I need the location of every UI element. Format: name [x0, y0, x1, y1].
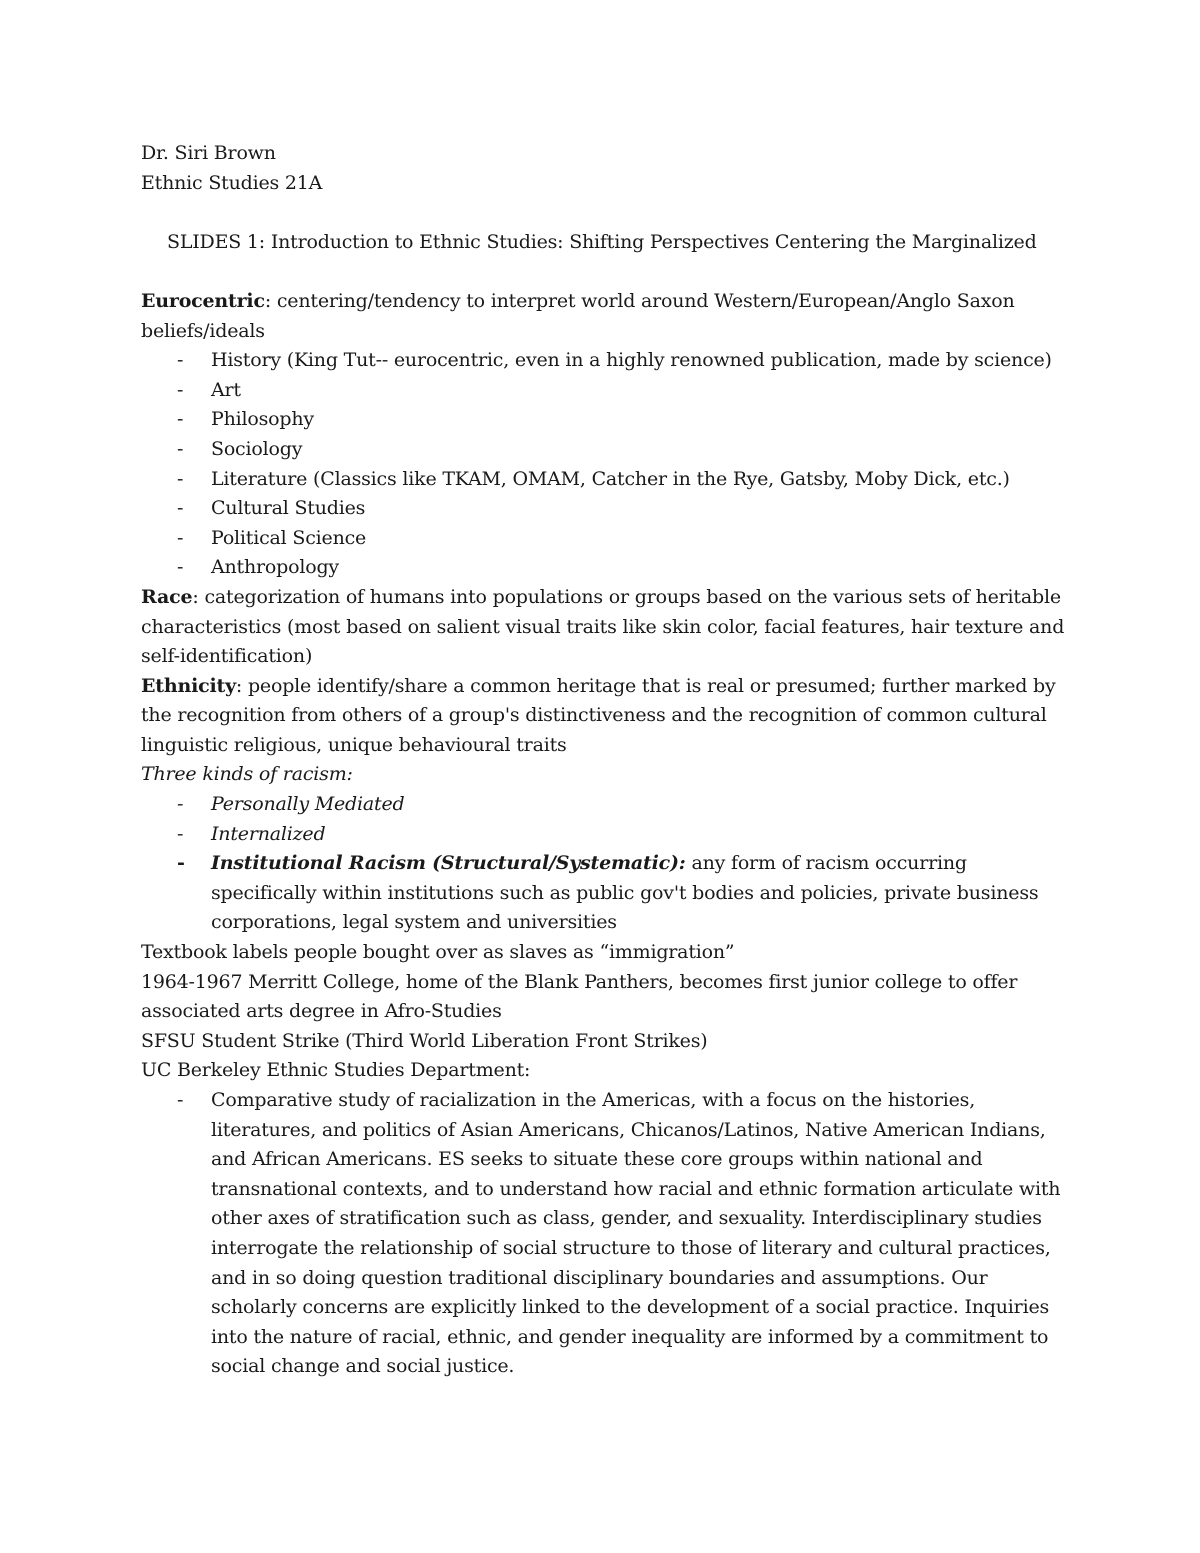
dash-bullet: -: [177, 497, 184, 520]
document-title: SLIDES 1: Introduction to Ethnic Studies: Shifting Perspectives Centering the Marginalized: [167, 230, 1037, 253]
dash-bullet: -: [177, 467, 184, 490]
dash-bullet: -: [177, 1089, 184, 1111]
author-name: Dr. Siri Brown: [141, 142, 276, 164]
list-item-text: Sociology: [211, 437, 303, 460]
list-item: [141, 1086, 1071, 1382]
race-definition: [141, 583, 1071, 672]
dash-bullet: -: [177, 408, 184, 431]
list-item: [141, 465, 1071, 495]
list-item: [141, 524, 1071, 554]
list-item-text: Art: [211, 378, 241, 401]
ethnicity-definition: [141, 672, 1071, 761]
list-item-text: Anthropology: [211, 556, 339, 579]
ethnicity-term: Ethnicity: [141, 674, 236, 697]
dash-bullet: -: [177, 526, 184, 549]
list-item: [141, 820, 1071, 850]
list-item-text: Personally Mediated: [211, 793, 405, 816]
racism-list: [141, 790, 1071, 938]
race-text: : categorization of humans into populations or groups based on the various sets of heritable characteristics (most based on salient visual traits like skin color, facial features, hair texture and self-identification): [141, 585, 1065, 668]
eurocentric-list: [141, 346, 1071, 583]
list-item: [141, 553, 1071, 583]
course-name: Ethnic Studies 21A: [141, 171, 323, 194]
dash-bullet: -: [177, 349, 184, 372]
eurocentric-text: : centering/tendency to interpret world around Western/European/Anglo Saxon beliefs/ideals: [141, 289, 1015, 342]
list-item: [141, 849, 1071, 938]
berkeley-list: [141, 1086, 1071, 1382]
note-line: SFSU Student Strike (Third World Liberation Front Strikes): [141, 1029, 708, 1052]
list-item-text: Political Science: [211, 526, 367, 549]
list-item-text: Literature (Classics like TKAM, OMAM, Catcher in the Rye, Gatsby, Moby Dick, etc.): [211, 467, 1010, 490]
dash-bullet: -: [177, 822, 184, 845]
list-item: [141, 435, 1071, 465]
list-item: [141, 790, 1071, 820]
racism-heading: Three kinds of racism:: [141, 763, 353, 786]
note-line: Textbook labels people bought over as slaves as “immigration”: [141, 941, 735, 964]
dash-bullet: -: [177, 793, 184, 816]
institutional-racism-text: any form of racism occurring specifically within institutions such as public gov't bodies and policies, private business corporations, legal system and universities: [211, 852, 1039, 934]
dash-bullet: -: [177, 437, 184, 460]
list-item-text: Cultural Studies: [211, 497, 366, 520]
list-item: [141, 346, 1071, 376]
list-item: [141, 376, 1071, 406]
race-term: Race: [141, 585, 193, 608]
berkeley-description: Comparative study of racialization in the Americas, with a focus on the histories, literatures, and politics of Asian Americans, Chicanos/Latinos, Native American Indians, and African Americans. ES seeks to situate these core groups within national and transnational contexts, and to understand how racial and ethnic formation articulate with other axes of stratification such as class, gender, and sexuality. Interdisciplinary studies interrogate the relationship of social structure to those of literary and cultural practices, and in so doing question traditional disciplinary boundaries and assumptions. Our scholarly concerns are explicitly linked to the development of a social practice. Inquiries into the nature of racial, ethnic, and gender inequality are informed by a commitment to social change and social justice.: [211, 1089, 1061, 1378]
eurocentric-term: Eurocentric: [141, 289, 265, 312]
institutional-racism-term: Institutional Racism (Structural/Systematic):: [211, 852, 686, 875]
list-item-text: Internalized: [211, 822, 326, 845]
list-item: [141, 494, 1071, 524]
list-item-text: Philosophy: [211, 408, 314, 431]
dash-bullet: -: [177, 556, 184, 579]
ethnicity-text: : people identify/share a common heritage that is real or presumed; further marked by the recognition from others of a group's distinctiveness and the recognition of common cultural linguistic religious, unique behavioural traits: [141, 674, 1056, 756]
note-line: UC Berkeley Ethnic Studies Department:: [141, 1059, 531, 1082]
document-page: [141, 139, 1071, 1382]
list-item: [141, 405, 1071, 435]
note-line: 1964-1967 Merritt College, home of the Blank Panthers, becomes first junior college to offer associated arts degree in Afro-Studies: [141, 970, 1018, 1023]
eurocentric-definition: [141, 287, 1071, 346]
dash-bullet: -: [177, 378, 184, 401]
dash-bullet: -: [177, 852, 185, 875]
list-item-text: History (King Tut-- eurocentric, even in a highly renowned publication, made by science): [211, 349, 1052, 372]
